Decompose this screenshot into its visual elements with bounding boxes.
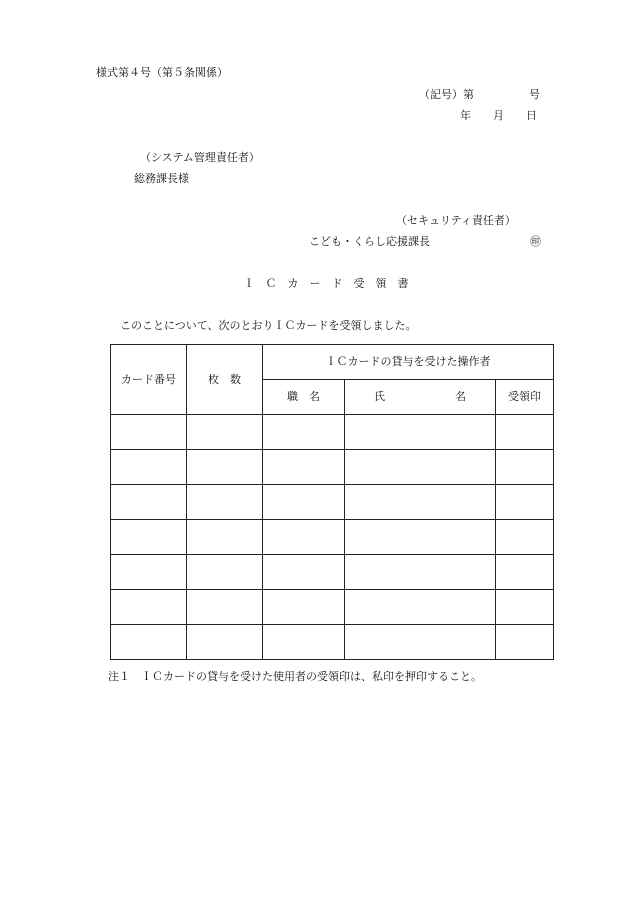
header-position: 職 名: [263, 380, 345, 415]
cell-position[interactable]: [263, 450, 345, 485]
cell-count[interactable]: [187, 450, 263, 485]
document-title: [238, 277, 414, 291]
intro-text: このことについて、次のとおりＩＣカードを受領しました。: [120, 319, 417, 332]
table-row: [111, 485, 554, 520]
addressee-role: （システム管理責任者）: [140, 151, 260, 164]
cell-count[interactable]: [187, 485, 263, 520]
cell-count[interactable]: [187, 555, 263, 590]
cell-card-number[interactable]: [111, 415, 187, 450]
cell-count[interactable]: [187, 590, 263, 625]
header-seal: 受領印: [496, 380, 554, 415]
cell-position[interactable]: [263, 590, 345, 625]
header-name-left: 氏: [374, 390, 385, 403]
cell-count[interactable]: [187, 625, 263, 660]
table-row: [111, 520, 554, 555]
cell-name[interactable]: [345, 450, 496, 485]
cell-count[interactable]: [187, 415, 263, 450]
cell-name[interactable]: [345, 520, 496, 555]
form-number: 様式第４号（第５条関係）: [96, 66, 228, 79]
title-char: 書: [397, 277, 409, 290]
document-number: （記号）第 号: [419, 88, 540, 101]
table-row: [111, 625, 554, 660]
cell-name[interactable]: [345, 415, 496, 450]
addressee-name: 総務課長様: [134, 172, 189, 185]
title-char: 受: [353, 277, 365, 290]
sender-role: （セキュリティ責任者）: [396, 214, 516, 227]
title-char: 領: [375, 277, 387, 290]
cell-name[interactable]: [345, 485, 496, 520]
table-row: [111, 415, 554, 450]
title-char: カ: [287, 277, 299, 290]
table-body: [111, 415, 554, 660]
table-row: [111, 555, 554, 590]
cell-position[interactable]: [263, 485, 345, 520]
header-operator-group: ＩＣカードの貸与を受けた操作者: [263, 345, 554, 380]
cell-seal[interactable]: [496, 450, 554, 485]
cell-seal[interactable]: [496, 555, 554, 590]
cell-position[interactable]: [263, 625, 345, 660]
cell-card-number[interactable]: [111, 485, 187, 520]
cell-seal[interactable]: [496, 625, 554, 660]
footnote: 注１ ＩＣカードの貸与を受けた使用者の受領印は、私印を押印すること。: [108, 670, 482, 683]
cell-position[interactable]: [263, 555, 345, 590]
header-card-number: カード番号: [111, 345, 187, 415]
header-count: 枚 数: [187, 345, 263, 415]
title-char: Ｃ: [265, 277, 277, 290]
title-char: Ｉ: [243, 277, 255, 290]
title-char: ー: [309, 277, 321, 290]
table-row: [111, 590, 554, 625]
cell-card-number[interactable]: [111, 590, 187, 625]
cell-position[interactable]: [263, 520, 345, 555]
cell-card-number[interactable]: [111, 555, 187, 590]
receipt-table: [110, 344, 554, 660]
header-name-right: 名: [455, 390, 466, 403]
cell-seal[interactable]: [496, 520, 554, 555]
sender-name: こども・くらし応援課長: [309, 235, 430, 248]
cell-card-number[interactable]: [111, 625, 187, 660]
header-name: [345, 380, 496, 415]
cell-name[interactable]: [345, 590, 496, 625]
cell-count[interactable]: [187, 520, 263, 555]
cell-name[interactable]: [345, 555, 496, 590]
document-date: 年 月 日: [460, 109, 537, 122]
cell-card-number[interactable]: [111, 450, 187, 485]
title-char: ド: [331, 277, 343, 290]
seal-mark: ㊞: [530, 235, 541, 248]
table-row: [111, 450, 554, 485]
cell-seal[interactable]: [496, 415, 554, 450]
cell-seal[interactable]: [496, 485, 554, 520]
cell-card-number[interactable]: [111, 520, 187, 555]
cell-position[interactable]: [263, 415, 345, 450]
cell-seal[interactable]: [496, 590, 554, 625]
cell-name[interactable]: [345, 625, 496, 660]
